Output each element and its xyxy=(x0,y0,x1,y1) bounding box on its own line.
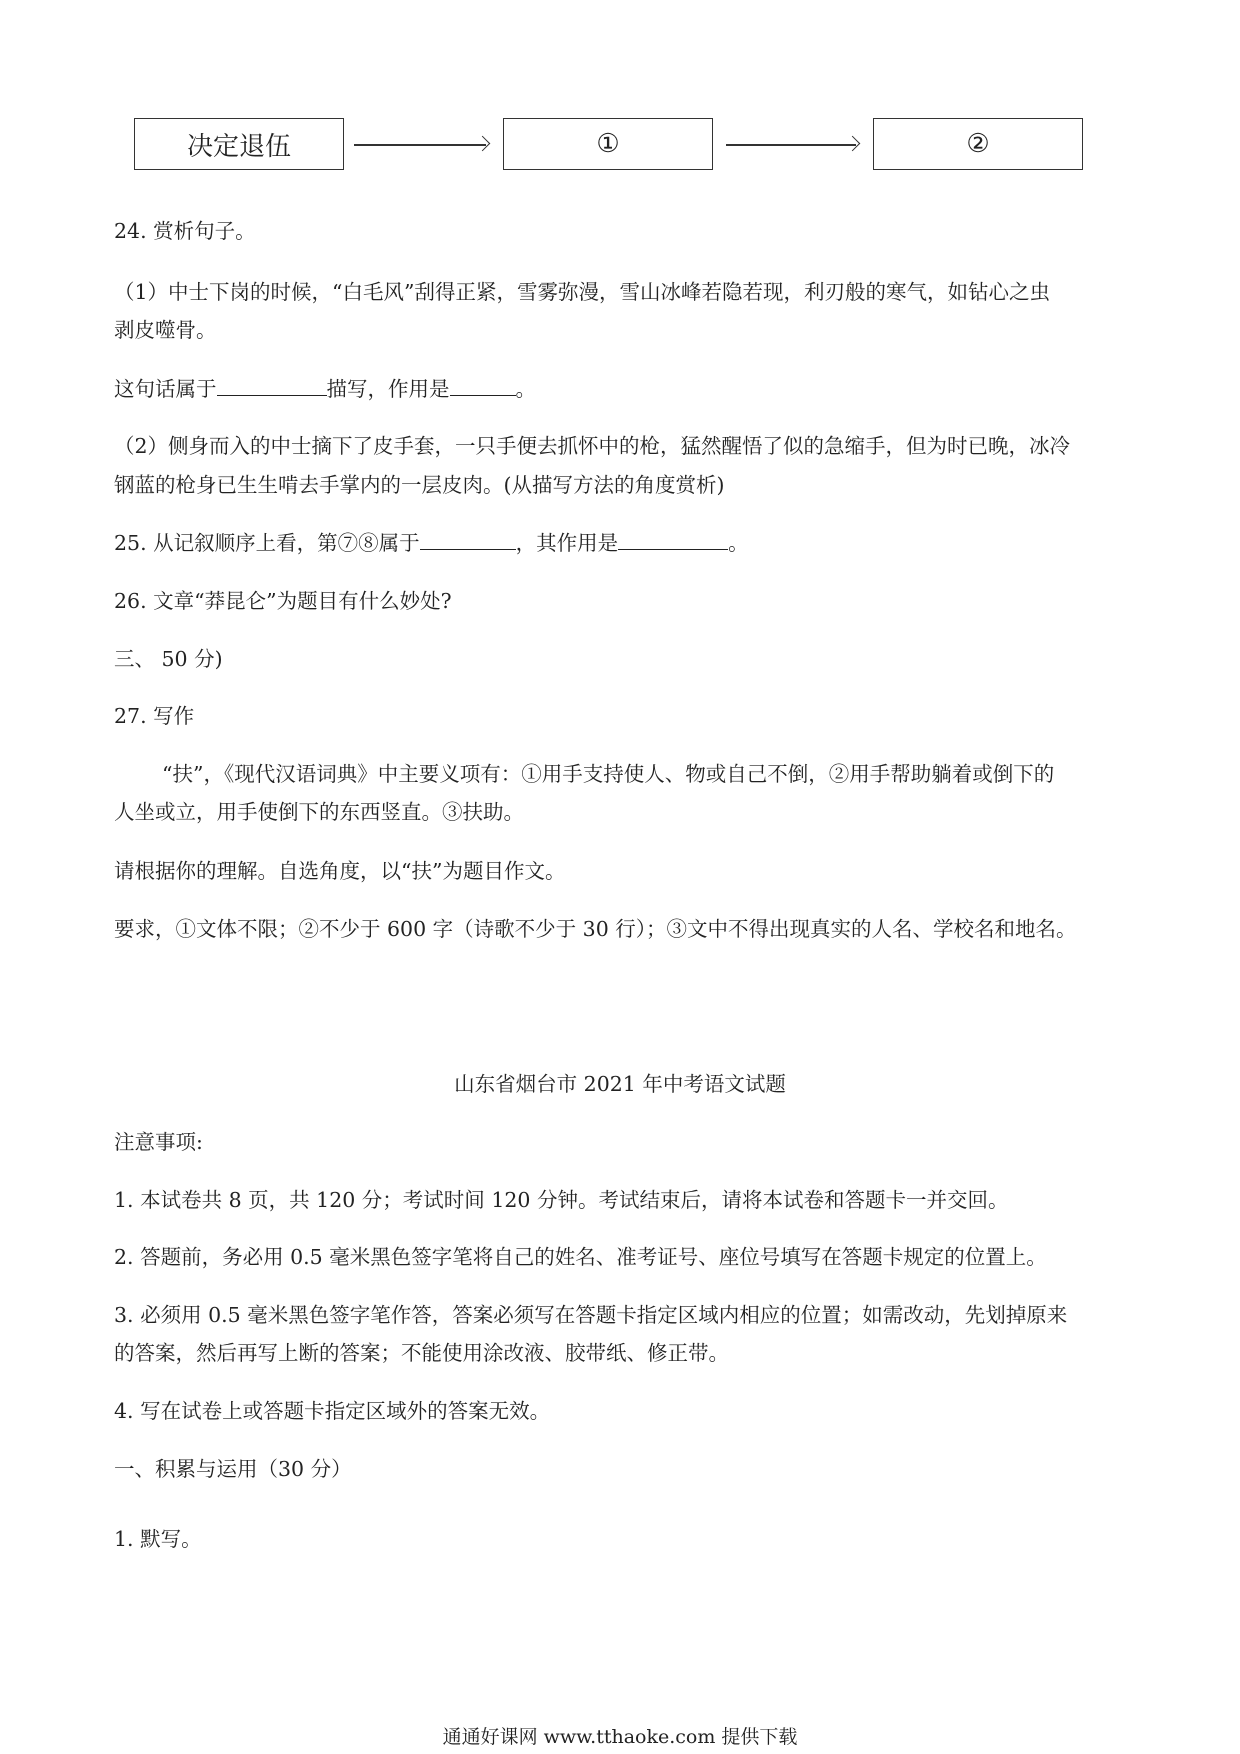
answer-blank[interactable] xyxy=(420,529,516,550)
exam-title: 山东省烟台市 2021 年中考语文试题 xyxy=(454,1072,786,1096)
notice-item-3-line2: 的答案，然后再写上断的答案；不能使用涂改液、胶带纸、修正带。 xyxy=(114,1341,729,1365)
answer-blank[interactable] xyxy=(217,375,327,396)
flow-diagram xyxy=(0,118,1240,174)
notice-heading: 注意事项: xyxy=(114,1130,203,1154)
question-24-fill-in xyxy=(114,370,1134,408)
question-1: 1. 默写。 xyxy=(114,1527,202,1551)
flow-box-blank-1: ① xyxy=(503,118,713,170)
question-24-part2-line1: （2）侧身而入的中士摘下了皮手套，一只手便去抓怀中的枪，猛然醒悟了似的急缩手，但为时已晚，冰冷 xyxy=(114,434,1071,458)
question-24-part2-line2: 钢蓝的枪身已生生啃去手掌内的一层皮肉。(从描写方法的角度赏析) xyxy=(114,473,725,497)
answer-blank[interactable] xyxy=(618,529,728,550)
notice-item-2: 2. 答题前，务必用 0.5 毫米黑色签字笔将自己的姓名、准考证号、座位号填写在答题卡规定的位置上。 xyxy=(114,1245,1047,1269)
fill-text-b: 描写，作用是 xyxy=(326,377,450,401)
question-27-para-line2: 人坐或立，用手使倒下的东西竖直。③扶助。 xyxy=(114,800,524,824)
question-24-part1-line1: （1）中士下岗的时候，“白毛风”刮得正紧，雪雾弥漫，雪山冰峰若隐若现，利刃般的寒气，如钻心之虫 xyxy=(114,280,1051,304)
section-1-heading: 一、积累与运用（30 分） xyxy=(114,1457,352,1481)
page-footer: 通通好课网 www.tthaoke.com 提供下载 xyxy=(442,1726,798,1748)
fill-text-c: 。 xyxy=(515,377,536,401)
question-27-title: 27. 写作 xyxy=(114,704,195,728)
notice-item-4: 4. 写在试卷上或答题卡指定区域外的答案无效。 xyxy=(114,1399,551,1423)
flow-box-decision: 决定退伍 xyxy=(134,118,344,170)
q25-text-a: 25. 从记叙顺序上看，第⑦⑧属于 xyxy=(114,531,420,555)
question-27-para-line1: “扶”，《现代汉语词典》中主要义项有：①用手支持使人、物或自己不倒，②用手帮助躺着或倒下的 xyxy=(162,762,1055,786)
arrow-right-icon xyxy=(726,144,856,146)
question-27-requirement: 要求，①文体不限；②不少于 600 字（诗歌不少于 30 行）；③文中不得出现真实的人名、学校名和地名。 xyxy=(114,917,1077,941)
arrow-right-icon xyxy=(354,144,486,146)
q25-text-b: ，其作用是 xyxy=(515,531,619,555)
fill-text-a: 这句话属于 xyxy=(114,377,217,401)
question-24-part1-line2: 剥皮噬骨。 xyxy=(114,318,217,342)
question-27-prompt: 请根据你的理解。自选角度，以“扶”为题目作文。 xyxy=(114,859,566,883)
q25-text-c: 。 xyxy=(728,531,749,555)
flow-box-blank-2: ② xyxy=(873,118,1083,170)
answer-blank[interactable] xyxy=(450,375,516,396)
notice-item-1: 1. 本试卷共 8 页，共 120 分；考试时间 120 分钟。考试结束后，请将本试卷和答题卡一并交回。 xyxy=(114,1188,1009,1212)
section-3-heading: 三、 50 分) xyxy=(114,647,223,671)
question-24-title: 24. 赏析句子。 xyxy=(114,219,256,243)
notice-item-3-line1: 3. 必须用 0.5 毫米黑色签字笔作答，答案必须写在答题卡指定区域内相应的位置；如需改动，先划掉原来 xyxy=(114,1303,1068,1327)
question-26: 26. 文章“莽昆仑”为题目有什么妙处? xyxy=(114,589,452,613)
question-25 xyxy=(114,524,1134,562)
